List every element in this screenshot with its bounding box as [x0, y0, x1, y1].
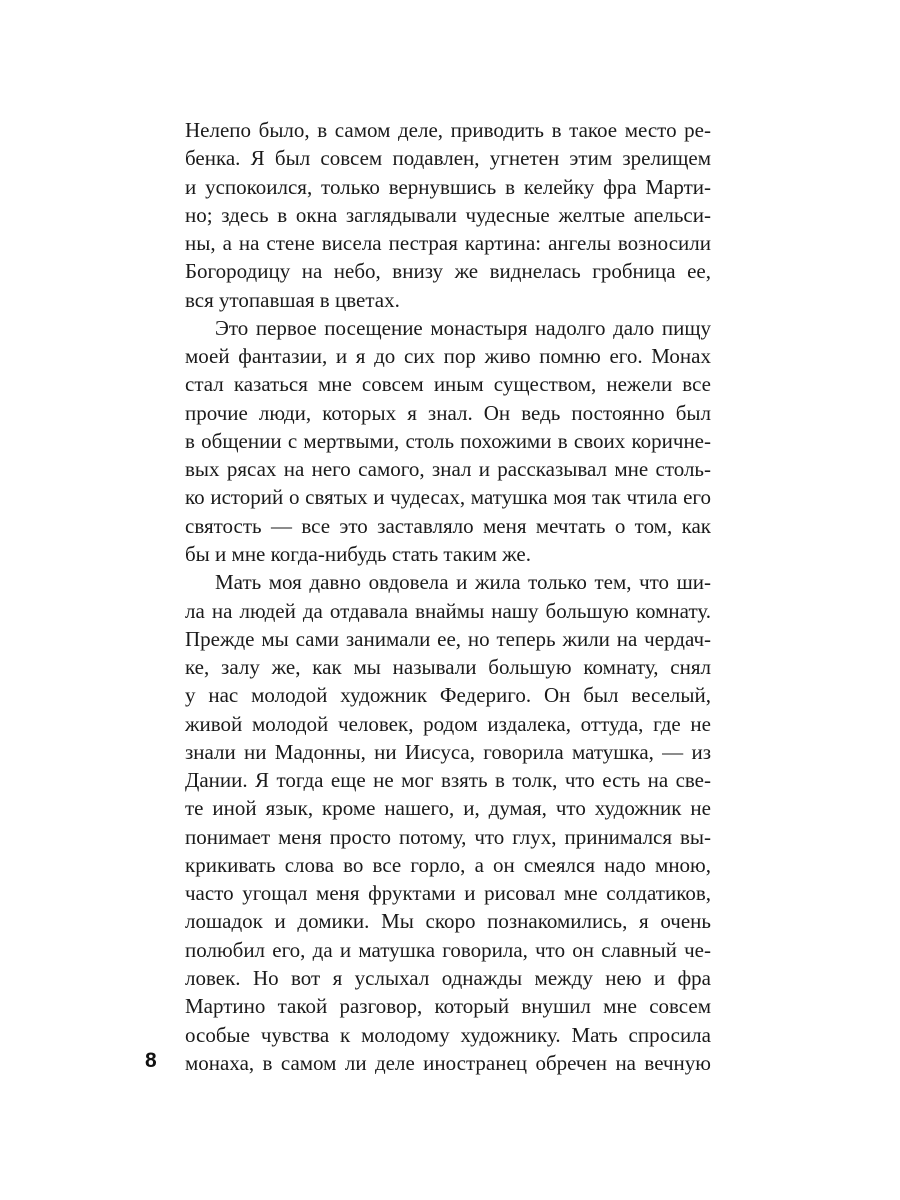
text-line: и успокоился, только вернувшись в келейку фра Марти- — [185, 174, 711, 199]
text-line: прочие люди, которых я знал. Он ведь постоянно был — [185, 400, 711, 425]
text-line: понимает меня просто потому, что глух, принимался вы- — [185, 824, 711, 849]
text-line: полюбил его, да и матушка говорила, что он славный че- — [185, 937, 711, 962]
text-line: лошадок и домики. Мы скоро познакомились, я очень — [185, 909, 711, 934]
text-line: ко историй о святых и чудесах, матушка моя так чтила его — [185, 485, 711, 510]
text-line: ловек. Но вот я услыхал однажды между нею и фра — [185, 965, 711, 990]
text-line: стал казаться мне совсем иным существом, нежели все — [185, 372, 711, 397]
text-line: Мартино такой разговор, который внушил мне совсем — [185, 994, 711, 1019]
text-line: Богородицу на небо, внизу же виднелась гробница ее, — [185, 259, 711, 284]
text-line: крикивать слова во все горло, а он смеялся надо мною, — [185, 852, 711, 877]
text-line: те иной язык, кроме нашего, и, думая, что художник не — [185, 796, 711, 821]
text-line: Дании. Я тогда еще не мог взять в толк, что есть на све- — [185, 768, 711, 793]
text-line: Это первое посещение монастыря надолго дало пищу — [215, 315, 711, 340]
text-line: моей фантазии, и я до сих пор живо помню его. Монах — [185, 344, 711, 369]
text-line: святость — все это заставляло меня мечтать о том, как — [185, 513, 711, 538]
text-line: часто угощал меня фруктами и рисовал мне солдатиков, — [185, 881, 711, 906]
text-line: но; здесь в окна заглядывали чудесные желтые апельси- — [185, 202, 711, 227]
text-line: живой молодой человек, родом издалека, оттуда, где не — [185, 711, 711, 736]
text-line: ны, а на стене висела пестрая картина: ангелы возносили — [185, 231, 711, 256]
text-line: Нелепо было, в самом деле, приводить в такое место ре- — [185, 118, 711, 142]
text-line: ла на людей да отдавала внаймы нашу большую комнату. — [185, 598, 711, 623]
text-line: вых рясах на него самого, знал и рассказывал мне столь- — [185, 457, 711, 482]
text-line: вся утопавшая в цветах. — [185, 287, 400, 312]
text-line: знали ни Мадонны, ни Иисуса, говорила матушка, — из — [185, 739, 711, 764]
text-line: Прежде мы сами занимали ее, но теперь жили на чердач- — [185, 626, 711, 651]
text-line: Мать моя давно овдовела и жила только тем, что ши- — [215, 570, 711, 595]
text-line: особые чувства к молодому художнику. Мать спросила — [185, 1022, 711, 1047]
text-line: у нас молодой художник Федериго. Он был веселый, — [185, 683, 711, 708]
text-line: в общении с мертвыми, столь похожими в своих коричне- — [185, 428, 711, 453]
body-text — [185, 116, 711, 1077]
page-number: 8 — [145, 1049, 157, 1072]
text-line: монаха, в самом ли деле иностранец обречен на вечную — [185, 1050, 711, 1075]
text-line: бы и мне когда-нибудь стать таким же. — [185, 541, 531, 566]
text-line: бенка. Я был совсем подавлен, угнетен этим зрелищем — [185, 146, 711, 171]
text-line: ке, залу же, как мы называли большую комнату, снял — [185, 655, 711, 680]
